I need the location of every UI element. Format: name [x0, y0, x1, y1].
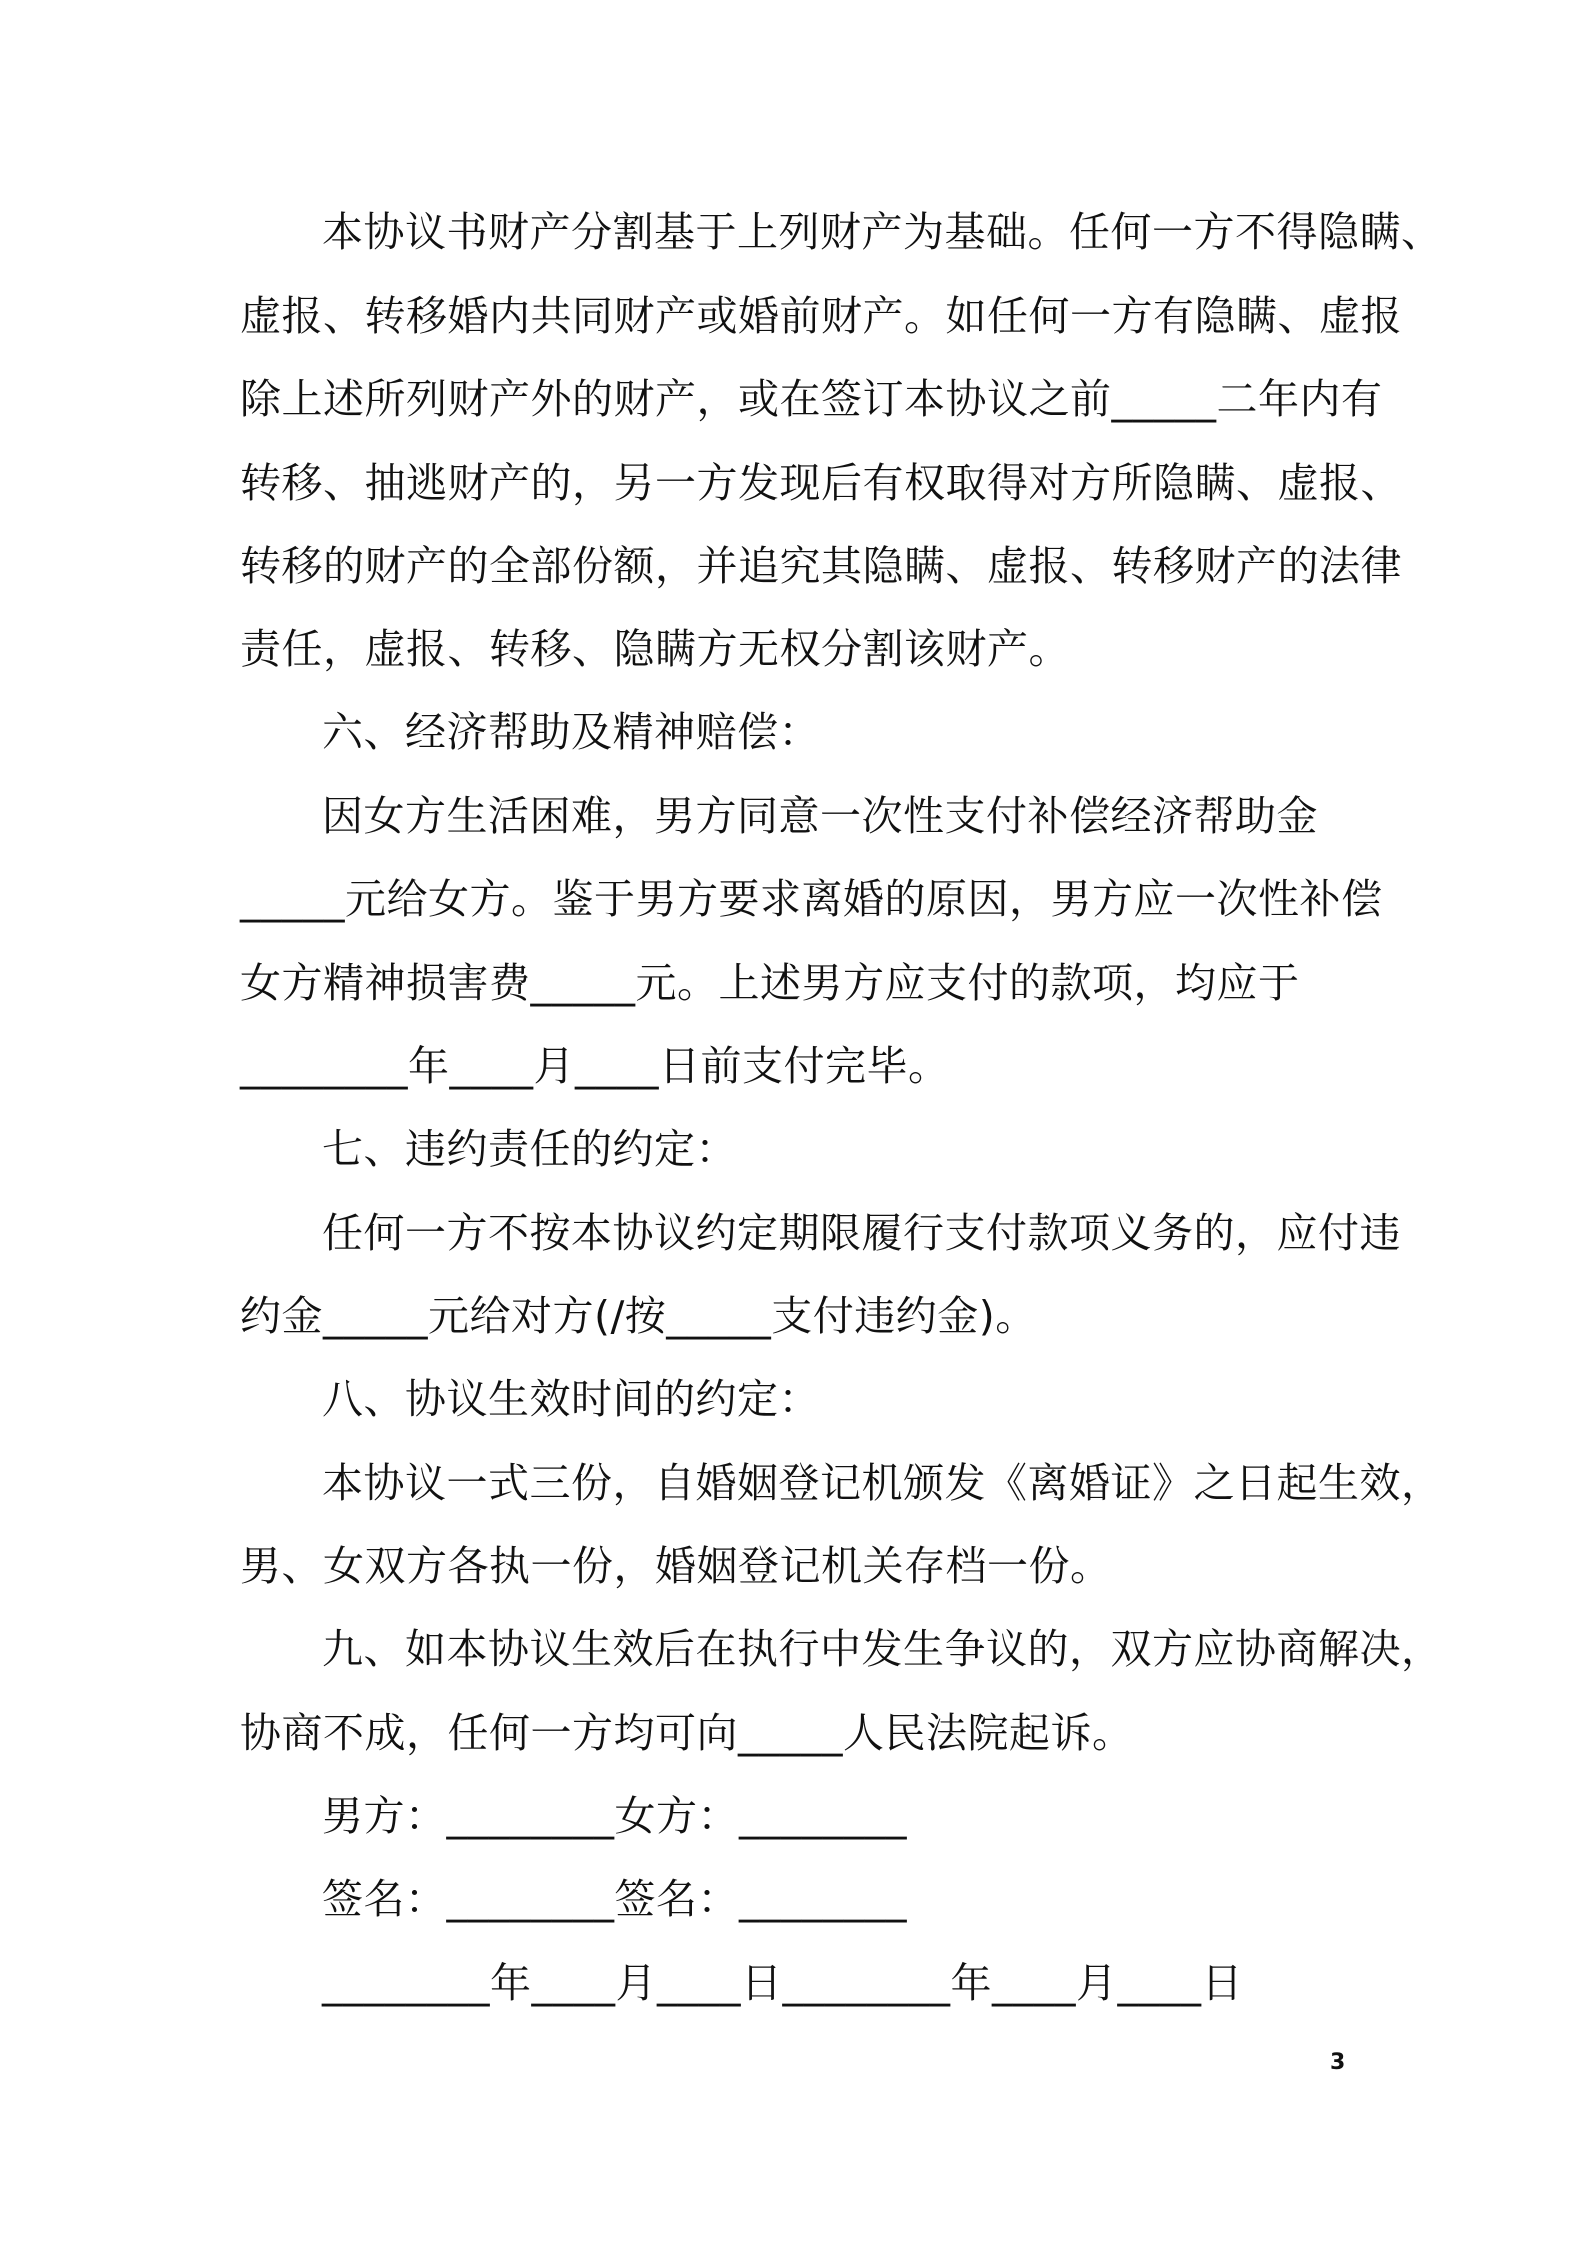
section-heading-9: 九、如本协议生效后在执行中发生争议的，双方应协商解决，	[322, 1625, 1443, 1673]
party-line: 男方：________女方：________	[322, 1792, 907, 1840]
body-line-13: 本协议一式三份，自婚姻登记机颁发《离婚证》之日起生效，	[322, 1459, 1443, 1507]
body-line-4: 转移、抽逃财产的，另一方发现后有权取得对方所隐瞒、虚报、	[240, 459, 1402, 507]
date-line: ________年____月____日________年____月____日	[322, 1959, 1243, 2007]
body-line-5: 转移的财产的全部份额，并追究其隐瞒、虚报、转移财产的法律	[240, 542, 1402, 590]
section-heading-6: 六、经济帮助及精神赔偿：	[322, 708, 820, 756]
body-line-11: 任何一方不按本协议约定期限履行支付款项义务的，应付违	[322, 1209, 1401, 1257]
body-line-8: _____元给女方。鉴于男方要求离婚的原因，男方应一次性补偿	[240, 875, 1383, 923]
section-heading-7: 七、违约责任的约定：	[322, 1125, 737, 1173]
body-line-1: 本协议书财产分割基于上列财产为基础。任何一方不得隐瞒、	[322, 208, 1443, 256]
body-line-3: 除上述所列财产外的财产，或在签订本协议之前_____二年内有	[240, 375, 1383, 423]
body-line-7: 因女方生活困难，男方同意一次性支付补偿经济帮助金	[322, 792, 1318, 840]
body-line-14: 男、女双方各执一份，婚姻登记机关存档一份。	[240, 1542, 1112, 1590]
body-line-10: ________年____月____日前支付完毕。	[240, 1042, 950, 1090]
body-line-2: 虚报、转移婚内共同财产或婚前财产。如任何一方有隐瞒、虚报	[240, 292, 1402, 340]
signature-line: 签名：________签名：________	[322, 1875, 907, 1923]
body-line-12: 约金_____元给对方(/按_____支付违约金)。	[240, 1292, 1037, 1340]
body-line-15: 协商不成，任何一方均可向_____人民法院起诉。	[240, 1709, 1134, 1757]
body-line-6: 责任，虚报、转移、隐瞒方无权分割该财产。	[240, 625, 1070, 673]
section-heading-8: 八、协议生效时间的约定：	[322, 1375, 820, 1423]
page-number: 3	[1330, 2050, 1346, 2075]
body-line-9: 女方精神损害费_____元。上述男方应支付的款项，均应于	[240, 959, 1300, 1007]
